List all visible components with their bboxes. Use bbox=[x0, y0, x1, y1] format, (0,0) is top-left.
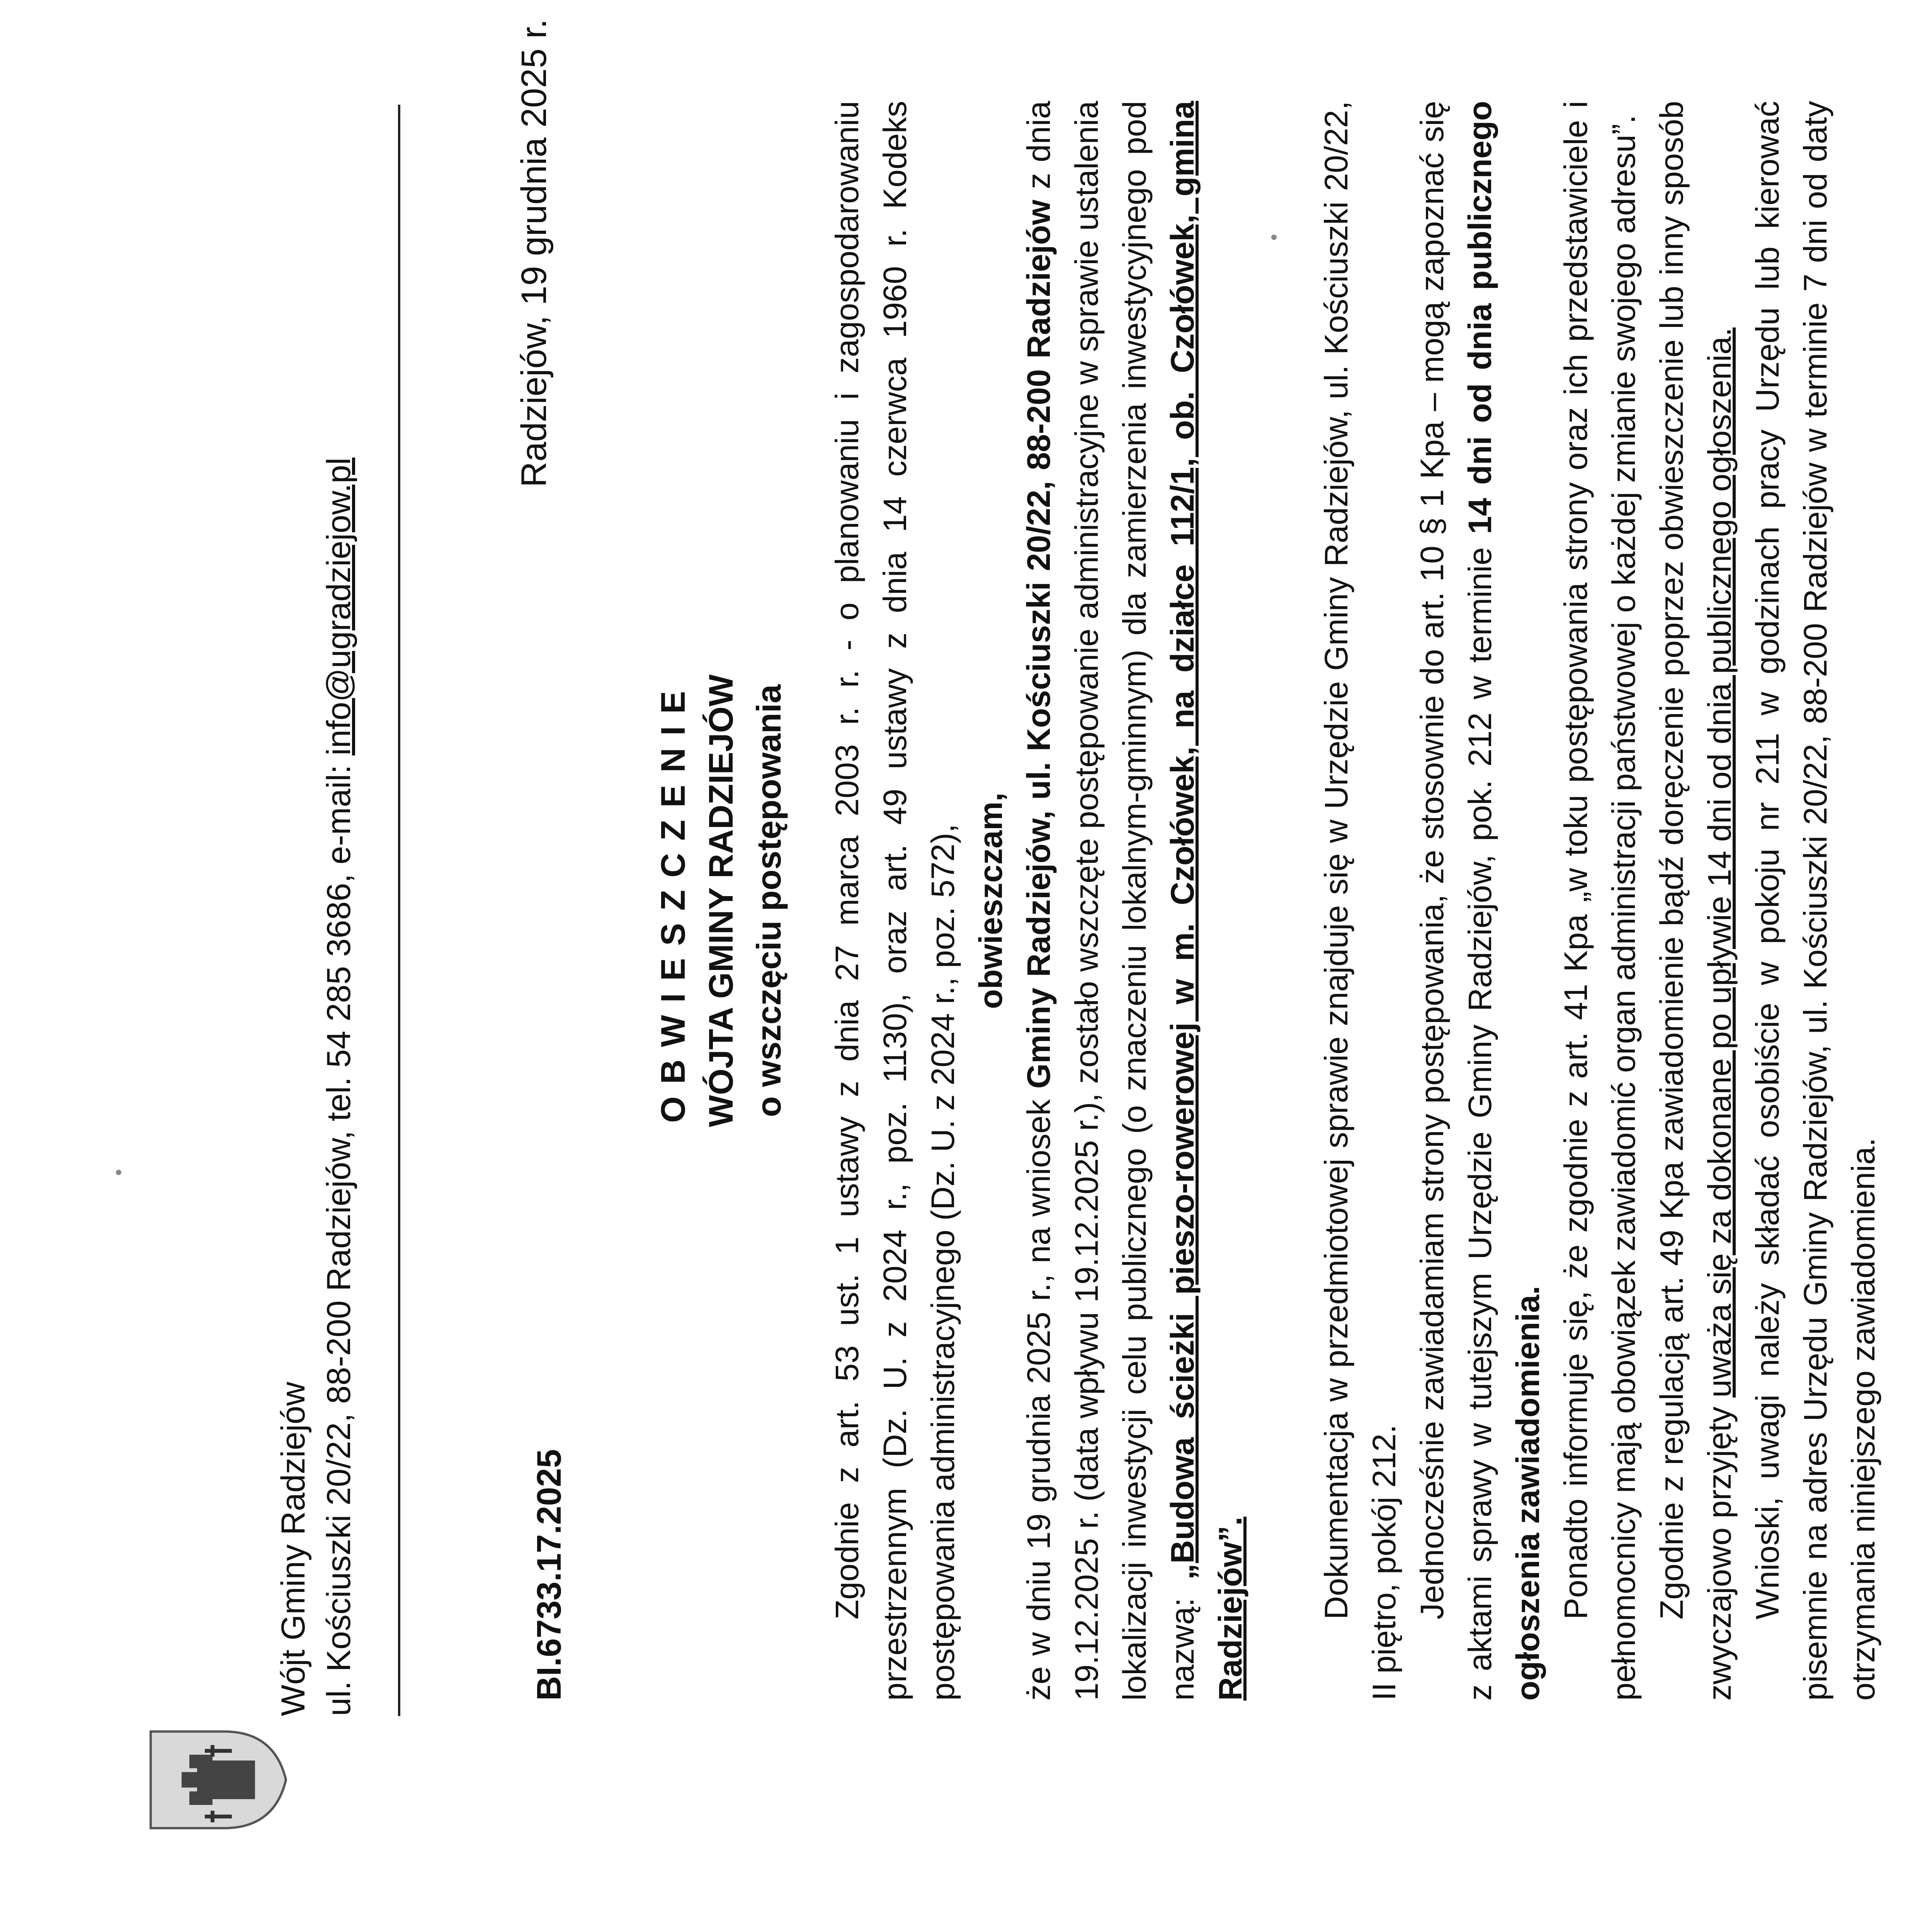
reference-number: BI.6733.17.2025 bbox=[530, 1449, 568, 1701]
announce-heading: obwieszczam, bbox=[973, 792, 1009, 1009]
title-line-2: WÓJTA GMINY RADZIEJÓW bbox=[702, 674, 740, 1127]
contact-address: ul. Kościuszki 20/22, 88-200 Radziejów, tel. 54 285 3686, e-mail: bbox=[320, 755, 357, 1716]
contact-line bbox=[316, 458, 362, 1716]
scan-speck bbox=[116, 1170, 121, 1175]
paragraph-gap bbox=[1254, 101, 1312, 1701]
document-body bbox=[823, 101, 1932, 1701]
delivery-text: Zgodnie z regulacją art. 49 Kpa zawiadomienie bądź doręczenie poprzez obwieszczenie lub inny sposób zwyczajowo przyjęty bbox=[1653, 101, 1738, 1701]
main-text-1: że w dniu 19 grudnia 2025 r., na wniosek bbox=[1020, 1089, 1057, 1701]
remarks-paragraph: Wnioski, uwagi należy składać osobiście w pokoju nr 211 w godzinach pracy Urzędu lub kierować pisemnie na adres Urzędu Gminy Radziejów, ul. Kościuszki 20/22, 88-200 Radziejów w terminie 7 dni od daty otrzymania niniejszego zawiadomienia. bbox=[1749, 101, 1881, 1701]
email-link[interactable]: info@ugradziejow.pl bbox=[320, 458, 357, 756]
access-notice-paragraph bbox=[1408, 101, 1552, 1701]
letterhead bbox=[270, 458, 362, 1716]
authority-name: Wójt Gminy Radziejów bbox=[275, 1382, 312, 1716]
applicant-name: Gminy Radziejów, ul. Kościuszki 20/22, 88-200 Radziejów bbox=[1020, 199, 1057, 1089]
project-name: „Budowa ścieżki pieszo-rowerowej w m. Czołówek, na działce 112/1, ob. Czołówek, gmina Radziejów”. bbox=[1164, 101, 1248, 1701]
main-text-2: z dnia 19.12.2025 r. (data wpływu 19.12.2025 r.), zostało wszczęte postępowanie administracyjne w sprawie ustalenia lokalizacji inwestycji celu publicznego (o znaczeniu lokalnym-gminnym) dla zamierzenia inwestycyjnego pod nazwą: bbox=[1020, 101, 1201, 1701]
main-paragraph bbox=[1015, 101, 1254, 1701]
document-title bbox=[649, 101, 793, 1701]
header-divider bbox=[398, 105, 400, 1716]
delivery-deadline: uważa się za dokonane po upływie 14 dni od dnia publicznego ogłoszenia. bbox=[1701, 327, 1738, 1398]
title-line-1: OBWIESZCZENIE bbox=[654, 679, 692, 1123]
paragraph-gap bbox=[1887, 101, 1932, 1701]
legal-basis-paragraph: Zgodnie z art. 53 ust. 1 ustawy z dnia 27 marca 2003 r. r. - o planowaniu i zagospodarowaniu przestrzennym (Dz. U. z 2024 r., poz. 1130), oraz art. 49 ustawy z dnia 14 czerwca 1960 r. Kodeks postępowania administracyjnego (Dz. U. z 2024 r., poz. 572), bbox=[829, 101, 961, 1701]
coat-of-arms-icon bbox=[147, 1728, 290, 1832]
scan-speck bbox=[1271, 235, 1277, 240]
delivery-paragraph bbox=[1648, 101, 1743, 1701]
title-line-3: o wszczęciu postępowania bbox=[750, 684, 788, 1117]
address-change-paragraph: Ponadto informuje się, że zgodnie z art. 41 Kpa „w toku postępowania strony oraz ich przedstawiciele i pełnomocnicy mają obowiązek zawiadomić organ administracji państwowej o każdej zmianie swojego adresu”. bbox=[1558, 101, 1642, 1701]
documentation-paragraph: Dokumentacja w przedmiotowej sprawie znajduje się w Urzędzie Gminy Radziejów, ul. Kościuszki 20/22, II piętro, pokój 212. bbox=[1318, 101, 1402, 1701]
place-date: Radziejów, 19 grudnia 2025 r. bbox=[514, 19, 554, 487]
access-notice-deadline: 14 dni od dnia publicznego ogłoszenia zawiadomienia. bbox=[1462, 101, 1546, 1701]
access-notice-text: Jednocześnie zawiadamiam strony postępowania, że stosownie do art. 10 § 1 Kpa – mogą zapoznać się z aktami sprawy w tutejszym Urzędzie Gminy Radziejów, pok. 212 w terminie bbox=[1414, 101, 1498, 1701]
